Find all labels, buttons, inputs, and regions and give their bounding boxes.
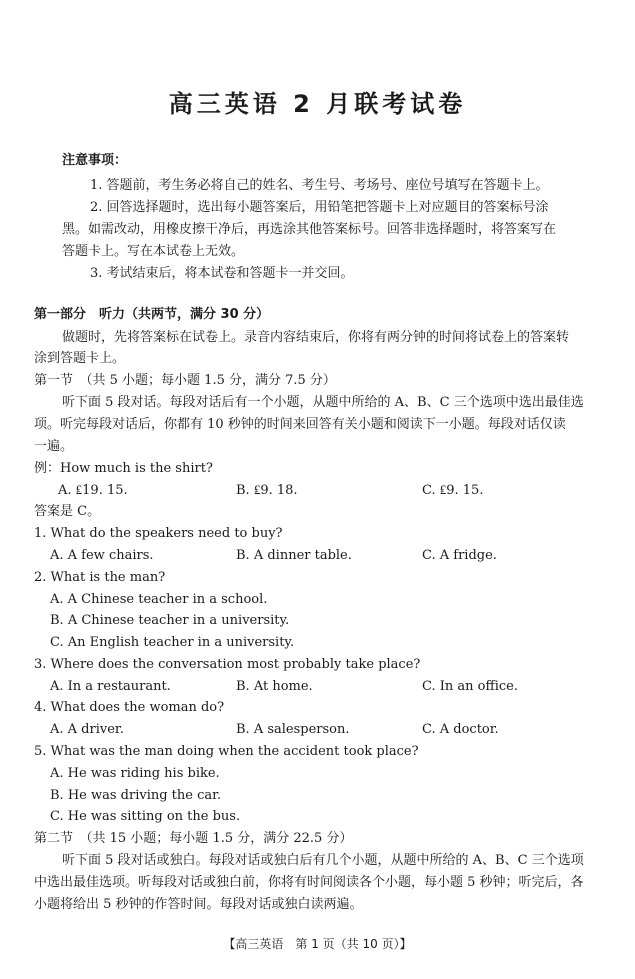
question-5-option-b: B. He was driving the car.: [50, 788, 222, 803]
question-1-option-b: B. A dinner table.: [236, 548, 352, 563]
question-4-stem: 4. What does the woman do?: [34, 700, 225, 715]
part1-heading: 第一部分 听力（共两节，满分 30 分）: [34, 307, 270, 322]
notice-item-2-line-3: 答题卡上。写在本试卷上无效。: [62, 244, 245, 259]
notice-heading: 注意事项：: [62, 153, 128, 168]
question-2-stem: 2. What is the man?: [34, 570, 166, 585]
notice-item-2-line-1: 2. 回答选择题时，选出每小题答案后，用铅笔把答题卡上对应题目的答案标号涂: [90, 200, 549, 215]
question-3-option-c: C. In an office.: [422, 679, 518, 694]
part1-intro-line-1: 做题时，先将答案标在试卷上。录音内容结束后，你将有两分钟的时间将试卷上的答案转: [62, 330, 570, 345]
question-3-option-a: A. In a restaurant.: [50, 679, 171, 694]
example-option-c: C. ₤9. 15.: [422, 483, 484, 498]
section1-instr-line-1: 听下面 5 段对话。每段对话后有一个小题，从题中所给的 A、B、C 三个选项中选出最佳选: [62, 395, 584, 410]
example-option-a: A. ₤19. 15.: [58, 483, 128, 498]
section2-instr-line-3: 小题将给出 5 秒钟的作答时间。每段对话或独白读两遍。: [34, 897, 363, 912]
section1-instr-line-3: 一遍。: [34, 439, 74, 454]
question-2-option-a: A. A Chinese teacher in a school.: [50, 592, 268, 607]
question-4-option-b: B. A salesperson.: [236, 722, 350, 737]
section1-instr-line-2: 项。听完每段对话后，你都有 10 秒钟的时间来回答有关小题和阅读下一小题。每段对话仅读: [34, 417, 566, 432]
question-4-option-c: C. A doctor.: [422, 722, 499, 737]
question-1-stem: 1. What do the speakers need to buy?: [34, 526, 283, 541]
notice-item-2-line-2: 黑。如需改动，用橡皮擦干净后，再选涂其他答案标号。回答非选择题时，将答案写在: [62, 222, 557, 237]
page-title: 高三英语 2 月联考试卷: [168, 90, 467, 118]
question-2-option-c: C. An English teacher in a university.: [50, 635, 295, 650]
section2-instr-line-2: 中选出最佳选项。听每段对话或独白前，你将有时间阅读各个小题，每小题 5 秒钟；听完后，各: [34, 875, 584, 890]
section1-heading: 第一节 （共 5 小题；每小题 1.5 分，满分 7.5 分）: [34, 373, 336, 388]
question-3-option-b: B. At home.: [236, 679, 313, 694]
question-2-option-b: B. A Chinese teacher in a university.: [50, 613, 290, 628]
question-5-stem: 5. What was the man doing when the accident took place?: [34, 744, 419, 759]
section2-instr-line-1: 听下面 5 段对话或独白。每段对话或独白后有几个小题，从题中所给的 A、B、C 三个选项: [62, 853, 584, 868]
page-footer: 【高三英语 第 1 页（共 10 页）】: [223, 937, 412, 951]
question-5-option-c: C. He was sitting on the bus.: [50, 809, 241, 824]
question-1-option-a: A. A few chairs.: [50, 548, 154, 563]
example-answer: 答案是 C。: [34, 504, 101, 519]
notice-item-3: 3. 考试结束后，将本试卷和答题卡一并交回。: [90, 266, 354, 281]
part1-intro-line-2: 涂到答题卡上。: [34, 351, 126, 366]
question-4-option-a: A. A driver.: [50, 722, 124, 737]
example-question: 例：How much is the shirt?: [34, 461, 213, 476]
example-option-b: B. ₤9. 18.: [236, 483, 298, 498]
section2-heading: 第二节 （共 15 小题；每小题 1.5 分，满分 22.5 分）: [34, 831, 353, 846]
question-1-option-c: C. A fridge.: [422, 548, 497, 563]
question-3-stem: 3. Where does the conversation most probably take place?: [34, 657, 421, 672]
question-5-option-a: A. He was riding his bike.: [50, 766, 220, 781]
notice-item-1: 1. 答题前，考生务必将自己的姓名、考生号、考场号、座位号填写在答题卡上。: [90, 178, 549, 193]
